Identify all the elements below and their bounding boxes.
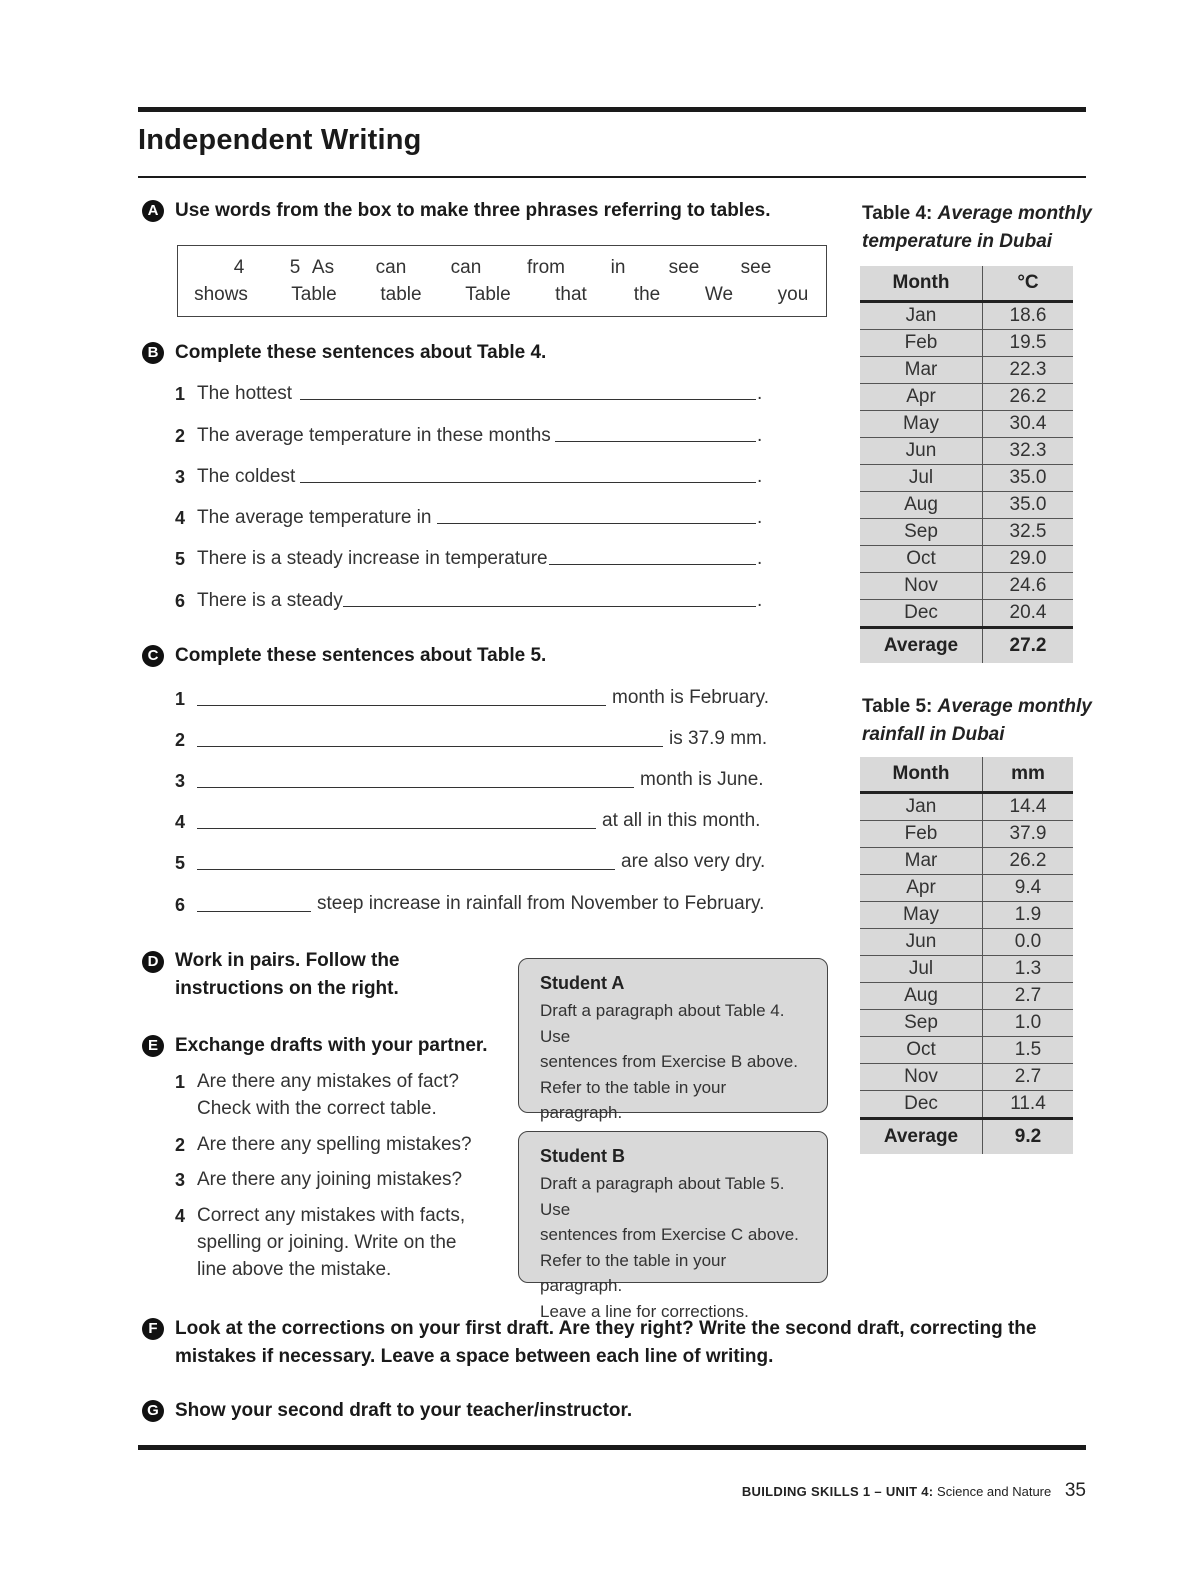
table-cell: Aug <box>860 492 983 519</box>
title-rule <box>138 176 1086 178</box>
table-cell: Oct <box>860 546 983 573</box>
page-number: 35 <box>1064 1480 1086 1501</box>
table-cell: Dec <box>860 1091 983 1119</box>
table-row <box>860 1091 1073 1119</box>
table-cell: 32.5 <box>983 519 1074 546</box>
table-row <box>860 1064 1073 1091</box>
table4-average-row <box>860 628 1073 664</box>
sentence-ending: steep increase in rainfall from November to February. <box>317 893 765 914</box>
table-row <box>860 848 1073 875</box>
sentence-stem: The coldest <box>197 466 296 487</box>
table4-col-value: °C <box>983 266 1074 302</box>
table-cell: Apr <box>860 875 983 902</box>
table-cell: Oct <box>860 1037 983 1064</box>
section-e-badge: E <box>142 1035 164 1057</box>
table-row <box>860 330 1073 357</box>
section-f-heading-line1: Look at the corrections on your first draft. Are they right? Write the second draft, correcting the <box>175 1318 1037 1339</box>
answer-line[interactable] <box>197 911 311 912</box>
sentence-stem: The hottest <box>197 383 293 404</box>
item-number: 1 <box>175 1072 186 1092</box>
table-cell: 35.0 <box>983 492 1074 519</box>
table5-caption-label: Table 5: <box>862 696 933 717</box>
table-cell: 18.6 <box>983 302 1074 330</box>
sentence-ending: month is February. <box>612 687 769 708</box>
table-cell: Feb <box>860 330 983 357</box>
table-cell: Apr <box>860 384 983 411</box>
table-cell: May <box>860 902 983 929</box>
table-row <box>860 793 1073 821</box>
word-box <box>177 245 827 317</box>
table-cell: 1.0 <box>983 1010 1074 1037</box>
table4-caption <box>862 200 1092 256</box>
section-f-heading-line2: mistakes if necessary. Leave a space between each line of writing. <box>175 1346 774 1367</box>
section-g-badge: G <box>142 1400 164 1422</box>
answer-line[interactable] <box>343 606 756 607</box>
sentence-stem: The average temperature in <box>197 507 432 528</box>
word: that <box>555 284 587 305</box>
table-cell: Sep <box>860 519 983 546</box>
table4-header-row <box>860 266 1073 302</box>
item-number: 5 <box>175 853 186 873</box>
checklist-text: Check with the correct table. <box>197 1098 437 1119</box>
table-row <box>860 956 1073 983</box>
table-row <box>860 438 1073 465</box>
table-cell: Jul <box>860 465 983 492</box>
student-b-box <box>518 1131 828 1321</box>
table-row <box>860 465 1073 492</box>
word: As <box>311 257 335 278</box>
table-row <box>860 302 1073 330</box>
table-cell: 1.5 <box>983 1037 1074 1064</box>
item-number: 2 <box>175 730 186 750</box>
section-d-heading-line1: Work in pairs. Follow the <box>175 950 400 971</box>
table4-caption-line1: Average monthly <box>937 203 1092 224</box>
table-cell: Dec <box>860 600 983 628</box>
section-d-heading-line2: instructions on the right. <box>175 978 399 999</box>
section-c-heading: Complete these sentences about Table 5. <box>175 645 547 666</box>
sentence-ending: month is June. <box>640 769 764 790</box>
answer-line[interactable] <box>437 523 756 524</box>
table-cell: 2.7 <box>983 1064 1074 1091</box>
table-cell: 9.4 <box>983 875 1074 902</box>
student-a-line: Refer to the table in your paragraph. <box>540 1077 727 1122</box>
sentence-ending: are also very dry. <box>621 851 766 872</box>
table-row <box>860 902 1073 929</box>
sentence-stem: There is a steady <box>197 590 343 611</box>
item-number: 6 <box>175 895 186 915</box>
word: the <box>633 284 661 305</box>
section-c-badge: C <box>142 645 164 667</box>
table-row <box>860 1037 1073 1064</box>
item-number: 3 <box>175 1170 186 1190</box>
section-e-heading: Exchange drafts with your partner. <box>175 1035 488 1056</box>
table4 <box>860 266 1073 663</box>
footer-topic: Science and Nature <box>937 1484 1052 1499</box>
word: 5 <box>289 257 301 278</box>
student-a-box <box>518 958 828 1122</box>
table-cell: 11.4 <box>983 1091 1074 1119</box>
table-cell: Mar <box>860 357 983 384</box>
table-cell: Nov <box>860 1064 983 1091</box>
word: table <box>380 284 422 305</box>
top-rule <box>138 107 1086 112</box>
word: Table <box>291 284 337 305</box>
table-cell: 32.3 <box>983 438 1074 465</box>
table-row <box>860 411 1073 438</box>
table-row <box>860 573 1073 600</box>
table-cell: 0.0 <box>983 929 1074 956</box>
sentence-ending: at all in this month. <box>602 810 761 831</box>
section-f-badge: F <box>142 1318 164 1340</box>
sentence-stem: There is a steady increase in temperature <box>197 548 548 569</box>
table5-col-month: Month <box>860 757 983 793</box>
word: from <box>527 257 565 278</box>
table-cell: 37.9 <box>983 821 1074 848</box>
full-stop: . <box>757 466 763 487</box>
footer-series: BUILDING SKILLS 1 – UNIT 4: <box>741 1484 934 1499</box>
table-cell: Jan <box>860 793 983 821</box>
word: 4 <box>233 257 245 278</box>
table-row <box>860 821 1073 848</box>
table-cell: Average <box>860 628 983 664</box>
page-footer <box>742 1480 1086 1502</box>
table-cell: 30.4 <box>983 411 1074 438</box>
table-cell: 29.0 <box>983 546 1074 573</box>
table-cell: 20.4 <box>983 600 1074 628</box>
table-cell: Jun <box>860 438 983 465</box>
student-a-line: sentences from Exercise B above. <box>540 1052 798 1071</box>
answer-line[interactable] <box>555 441 756 442</box>
sentence-ending: is 37.9 mm. <box>669 728 768 749</box>
table-cell: 1.3 <box>983 956 1074 983</box>
table-cell: Mar <box>860 848 983 875</box>
table-cell: Nov <box>860 573 983 600</box>
table-row <box>860 1010 1073 1037</box>
item-number: 6 <box>175 591 186 611</box>
table4-caption-label: Table 4: <box>862 203 933 224</box>
table5 <box>860 757 1073 1154</box>
table-cell: 35.0 <box>983 465 1074 492</box>
table5-caption <box>862 693 1092 749</box>
table-cell: Feb <box>860 821 983 848</box>
answer-line[interactable] <box>197 869 615 870</box>
word: We <box>704 284 734 305</box>
full-stop: . <box>757 590 763 611</box>
table-row <box>860 546 1073 573</box>
table-cell: 26.2 <box>983 848 1074 875</box>
table-cell: Jul <box>860 956 983 983</box>
section-a-badge: A <box>142 200 164 222</box>
table-cell: 19.5 <box>983 330 1074 357</box>
table-cell: 27.2 <box>983 628 1074 664</box>
checklist-text: Correct any mistakes with facts, <box>197 1205 466 1226</box>
bottom-rule <box>138 1445 1086 1450</box>
item-number: 2 <box>175 1135 186 1155</box>
student-b-line: Draft a paragraph about Table 5. Use <box>540 1174 785 1219</box>
table4-caption-line2: temperature in Dubai <box>862 231 1053 252</box>
item-number: 4 <box>175 812 186 832</box>
word: can <box>375 257 407 278</box>
table-row <box>860 875 1073 902</box>
word: see <box>668 257 700 278</box>
table-cell: 14.4 <box>983 793 1074 821</box>
table5-header-row <box>860 757 1073 793</box>
word: shows <box>194 284 248 305</box>
section-d-badge: D <box>142 951 164 973</box>
checklist-text: Are there any joining mistakes? <box>197 1169 463 1190</box>
table-cell: Aug <box>860 983 983 1010</box>
item-number: 3 <box>175 467 186 487</box>
student-b-line: Leave a line for corrections. <box>540 1301 749 1321</box>
item-number: 1 <box>175 689 186 709</box>
student-a-line: Draft a paragraph about Table 4. Use <box>540 1001 785 1046</box>
checklist-text: Are there any mistakes of fact? <box>197 1071 459 1092</box>
student-b-title: Student B <box>540 1146 625 1166</box>
section-a-heading: Use words from the box to make three phrases referring to tables. <box>175 200 771 221</box>
table5-caption-line2: rainfall in Dubai <box>862 724 1005 745</box>
table-cell: Sep <box>860 1010 983 1037</box>
answer-line[interactable] <box>549 564 756 565</box>
table5-average-row <box>860 1119 1073 1155</box>
table-cell: 1.9 <box>983 902 1074 929</box>
table4-col-month: Month <box>860 266 983 302</box>
table-row <box>860 357 1073 384</box>
table-cell: 2.7 <box>983 983 1074 1010</box>
table-cell: 9.2 <box>983 1119 1074 1155</box>
word: Table <box>465 284 511 305</box>
full-stop: . <box>757 425 763 446</box>
answer-line[interactable] <box>197 787 634 788</box>
item-number: 4 <box>175 1206 186 1226</box>
table5-caption-line1: Average monthly <box>937 696 1092 717</box>
item-number: 1 <box>175 384 186 404</box>
table-row <box>860 600 1073 628</box>
table-cell: 22.3 <box>983 357 1074 384</box>
answer-line[interactable] <box>300 482 756 483</box>
word: can <box>450 257 482 278</box>
full-stop: . <box>757 383 763 404</box>
table-cell: Average <box>860 1119 983 1155</box>
answer-line[interactable] <box>197 828 596 829</box>
item-number: 2 <box>175 426 186 446</box>
table5-col-value: mm <box>983 757 1074 793</box>
item-number: 5 <box>175 549 186 569</box>
answer-line[interactable] <box>300 399 756 400</box>
table-cell: May <box>860 411 983 438</box>
word: you <box>777 284 809 305</box>
table-row <box>860 384 1073 411</box>
full-stop: . <box>757 548 763 569</box>
table-cell: Jun <box>860 929 983 956</box>
answer-line[interactable] <box>197 746 663 747</box>
checklist-text: Are there any spelling mistakes? <box>197 1134 472 1155</box>
table-row <box>860 983 1073 1010</box>
answer-line[interactable] <box>197 705 606 706</box>
table-cell: 24.6 <box>983 573 1074 600</box>
item-number: 3 <box>175 771 186 791</box>
full-stop: . <box>757 507 763 528</box>
page-title: Independent Writing <box>138 124 422 156</box>
item-number: 4 <box>175 508 186 528</box>
table-row <box>860 519 1073 546</box>
student-b-line: sentences from Exercise C above. <box>540 1225 799 1244</box>
sentence-stem: The average temperature in these months <box>197 425 551 446</box>
student-b-line: Refer to the table in your paragraph. <box>540 1250 727 1295</box>
checklist-text: line above the mistake. <box>197 1259 392 1280</box>
section-b-heading: Complete these sentences about Table 4. <box>175 342 547 363</box>
word: in <box>610 257 626 278</box>
table-row <box>860 492 1073 519</box>
section-g-heading: Show your second draft to your teacher/instructor. <box>175 1400 633 1421</box>
table-row <box>860 929 1073 956</box>
word: see <box>740 257 772 278</box>
table-cell: Jan <box>860 302 983 330</box>
table-cell: 26.2 <box>983 384 1074 411</box>
section-b-badge: B <box>142 342 164 364</box>
student-a-title: Student A <box>540 973 625 993</box>
checklist-text: spelling or joining. Write on the <box>197 1232 457 1253</box>
